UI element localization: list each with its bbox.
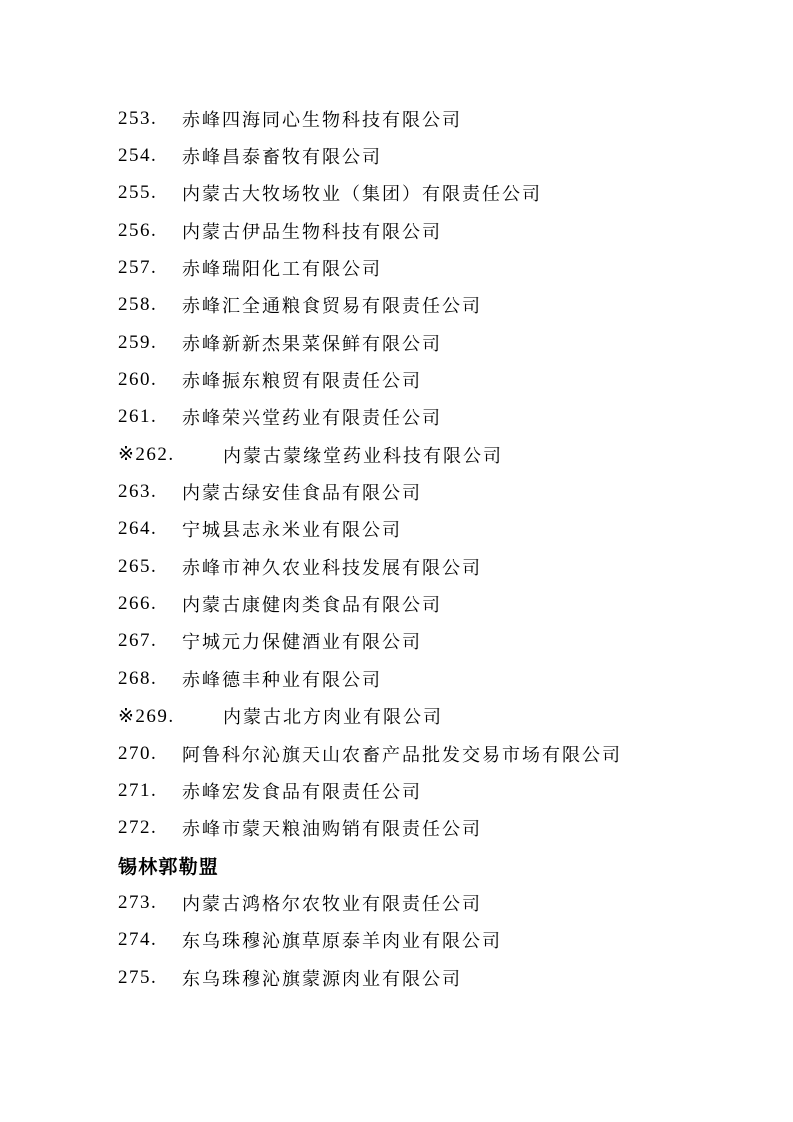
company-name: 赤峰新新杰果菜保鲜有限公司: [182, 333, 442, 354]
list-item: [118, 100, 768, 137]
company-name: 东乌珠穆沁旗蒙源肉业有限公司: [182, 968, 462, 989]
company-name: 赤峰德丰种业有限公司: [182, 669, 382, 690]
list-item: [118, 511, 768, 548]
company-name: 内蒙古康健肉类食品有限公司: [182, 595, 442, 616]
company-name: 赤峰市神久农业科技发展有限公司: [182, 557, 482, 578]
item-number: 273.: [118, 891, 158, 913]
company-name: 内蒙古鸿格尔农牧业有限责任公司: [182, 893, 482, 914]
item-number: 255.: [118, 182, 158, 204]
item-number: 274.: [118, 929, 158, 951]
list-item: [118, 473, 768, 510]
list-item: [118, 884, 768, 921]
item-number: 265.: [118, 555, 158, 577]
company-name: 赤峰荣兴堂药业有限责任公司: [182, 408, 442, 429]
item-number: 256.: [118, 219, 158, 241]
list-item: [118, 175, 768, 212]
list-item: [118, 772, 768, 809]
list-item-starred: [118, 698, 768, 735]
company-name: 宁城元力保健酒业有限公司: [182, 632, 422, 653]
item-number: 254.: [118, 145, 158, 167]
item-number: 271.: [118, 779, 158, 801]
company-name: 内蒙古大牧场牧业（集团）有限责任公司: [182, 184, 542, 205]
company-name: 内蒙古伊品生物科技有限公司: [182, 221, 442, 242]
company-name: 内蒙古北方肉业有限公司: [223, 707, 443, 728]
item-number: 257.: [118, 257, 158, 279]
list-item: [118, 249, 768, 286]
list-item: [118, 585, 768, 622]
section-heading: [118, 847, 768, 884]
item-number: 260.: [118, 369, 158, 391]
section-heading-label: 锡林郭勒盟: [118, 857, 220, 879]
list-item: [118, 287, 768, 324]
list-item: [118, 324, 768, 361]
item-number: 275.: [118, 966, 158, 988]
item-number: 261.: [118, 406, 158, 428]
company-name: 宁城县志永米业有限公司: [182, 520, 402, 541]
item-number: 259.: [118, 331, 158, 353]
company-name: 赤峰汇全通粮食贸易有限责任公司: [182, 296, 482, 317]
company-name: 阿鲁科尔沁旗天山农畜产品批发交易市场有限公司: [182, 744, 622, 765]
list-item: [118, 660, 768, 697]
item-number: 266.: [118, 593, 158, 615]
company-list: [118, 100, 768, 996]
list-item: [118, 735, 768, 772]
company-name: 内蒙古绿安佳食品有限公司: [182, 483, 422, 504]
list-item: [118, 399, 768, 436]
company-name: 赤峰振东粮贸有限责任公司: [182, 371, 422, 392]
list-item: [118, 212, 768, 249]
list-item: [118, 623, 768, 660]
company-name: 赤峰宏发食品有限责任公司: [182, 781, 422, 802]
company-name: 赤峰市蒙天粮油购销有限责任公司: [182, 819, 482, 840]
item-number: 263.: [118, 481, 158, 503]
company-name: 东乌珠穆沁旗草原泰羊肉业有限公司: [182, 931, 502, 952]
list-item-starred: [118, 436, 768, 473]
item-number: 253.: [118, 107, 158, 129]
list-item: [118, 922, 768, 959]
company-name: 赤峰四海同心生物科技有限公司: [182, 109, 462, 130]
item-number-with-star-marker: ※262.: [118, 444, 175, 466]
item-number-with-star-marker: ※269.: [118, 705, 175, 727]
item-number: 272.: [118, 817, 158, 839]
list-item: [118, 548, 768, 585]
list-item: [118, 361, 768, 398]
list-item: [118, 810, 768, 847]
list-item: [118, 959, 768, 996]
company-name: 赤峰瑞阳化工有限公司: [182, 259, 382, 280]
item-number: 264.: [118, 518, 158, 540]
item-number: 268.: [118, 667, 158, 689]
item-number: 267.: [118, 630, 158, 652]
item-number: 258.: [118, 294, 158, 316]
item-number: 270.: [118, 742, 158, 764]
company-name: 内蒙古蒙缘堂药业科技有限公司: [223, 445, 503, 466]
list-item: [118, 137, 768, 174]
company-name: 赤峰昌泰畜牧有限公司: [182, 147, 382, 168]
